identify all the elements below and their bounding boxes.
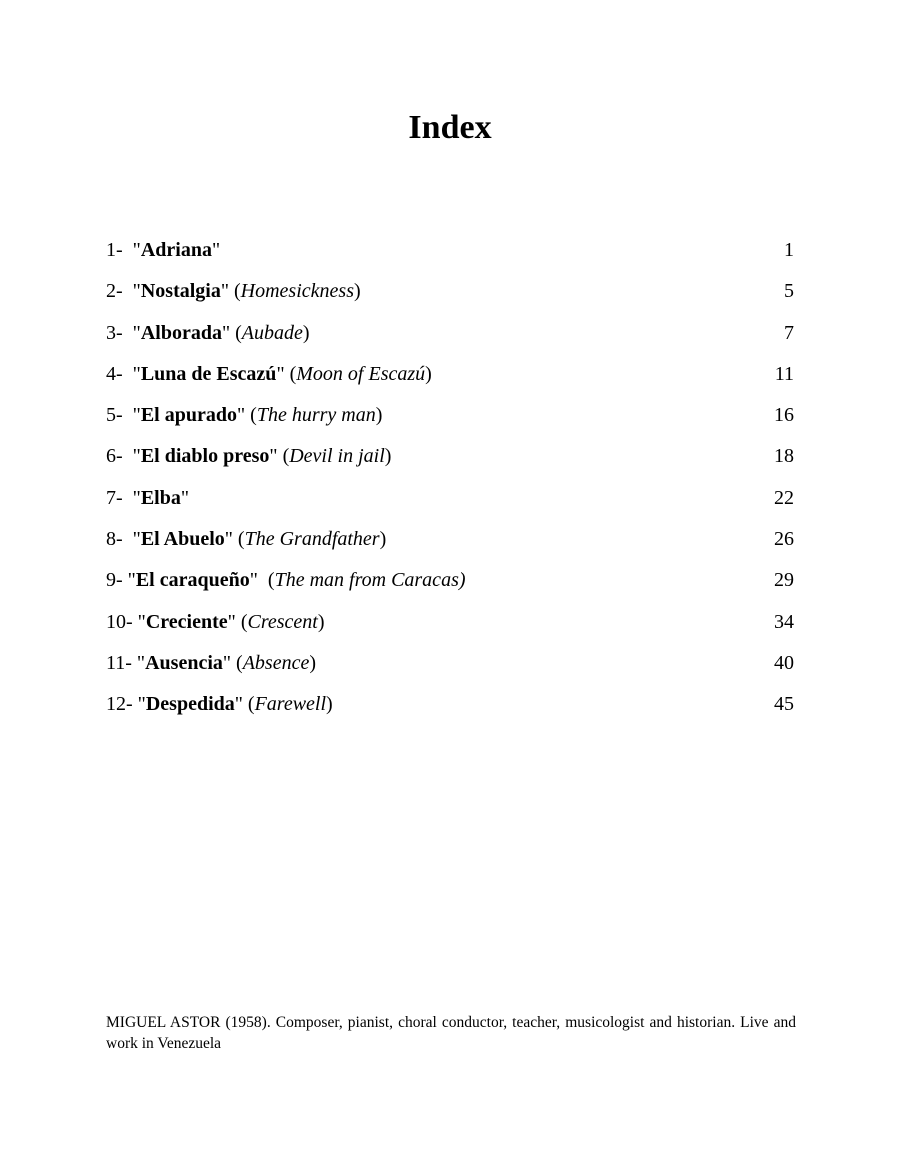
open-quote: " [137, 693, 146, 716]
entry-number: 7- [106, 486, 133, 509]
entry-title [106, 316, 310, 350]
close-quote: " ( [276, 362, 297, 385]
piece-translation: The man from Caracas) [274, 569, 466, 592]
page-number: 45 [774, 693, 794, 716]
close-quote: " [180, 486, 190, 509]
entry-title [106, 563, 466, 597]
page-number: 40 [774, 651, 794, 674]
index-entry [106, 605, 794, 646]
page-number: 18 [774, 445, 794, 468]
piece-name: El caraqueño [135, 569, 250, 592]
index-entry [106, 481, 794, 522]
page-number: 1 [784, 239, 794, 261]
piece-name: Luna de Escazú [140, 362, 277, 385]
index-entry [106, 316, 794, 357]
piece-name: Alborada [140, 321, 222, 344]
close-quote: " ( [227, 610, 248, 633]
open-quote: " [132, 445, 141, 468]
piece-name: Ausencia [145, 651, 223, 674]
close-paren: ) [302, 321, 310, 344]
piece-translation: The hurry man [256, 404, 376, 427]
open-quote: " [127, 569, 136, 592]
page-number: 26 [774, 528, 794, 551]
piece-translation: Aubade [241, 321, 303, 344]
open-quote: " [132, 280, 141, 303]
composer-bio: MIGUEL ASTOR (1958). Composer, pianist, choral conductor, teacher, musicologist and historian. Live and work in Venezuela [106, 1014, 796, 1052]
piece-translation: Moon of Escazú [296, 362, 426, 385]
close-paren: ) [425, 362, 432, 385]
entry-number: 1- [106, 239, 133, 261]
close-quote: " ( [221, 321, 242, 344]
piece-translation: Farewell [254, 693, 327, 716]
close-quote: " ( [224, 528, 245, 551]
page-number: 16 [774, 404, 794, 427]
page-title: Index [408, 109, 492, 146]
entry-number: 6- [106, 445, 133, 468]
index-entry [106, 522, 794, 563]
close-quote: " ( [237, 404, 257, 427]
piece-translation: The Grandfather [244, 528, 380, 551]
entry-title [106, 439, 391, 473]
piece-translation: Crescent [247, 610, 318, 633]
close-paren: ) [317, 610, 325, 633]
index-entry [106, 439, 794, 480]
entry-number: 5- [106, 404, 133, 427]
open-quote: " [132, 486, 141, 509]
close-paren: ) [326, 693, 333, 716]
index-entry [106, 274, 794, 315]
open-quote: " [132, 528, 141, 551]
entry-title [106, 357, 432, 391]
close-paren: ) [379, 528, 387, 551]
piece-translation: Homesickness [240, 280, 354, 303]
entry-title [106, 481, 189, 515]
piece-name: Nostalgia [140, 280, 221, 303]
open-quote: " [136, 651, 146, 674]
index-entry [106, 357, 794, 398]
index-entry [106, 646, 794, 687]
piece-translation: Absence [242, 651, 310, 674]
open-quote: " [132, 321, 141, 344]
close-paren: ) [309, 651, 317, 674]
open-quote: " [132, 404, 141, 427]
close-paren: ) [384, 445, 392, 468]
entry-title [106, 605, 325, 639]
page-number: 5 [784, 280, 794, 303]
close-quote: " [211, 239, 221, 261]
index-entry [106, 233, 794, 274]
page-number: 29 [774, 569, 794, 592]
entry-title [106, 233, 220, 267]
entry-title [106, 646, 316, 680]
entry-number: 3- [106, 321, 133, 344]
entry-title [106, 687, 333, 721]
piece-name: Adriana [140, 239, 212, 261]
entry-number: 10- [106, 610, 138, 633]
index-list [106, 233, 794, 729]
piece-name: El diablo preso [140, 445, 270, 468]
index-entry [106, 398, 794, 439]
entry-number: 2- [106, 280, 133, 303]
page-number: 7 [784, 321, 794, 344]
close-quote: " ( [220, 280, 241, 303]
index-entry [106, 563, 794, 604]
close-quote: " ( [269, 445, 290, 468]
close-quote: " ( [222, 651, 243, 674]
close-quote: " ( [249, 569, 275, 592]
piece-name: El apurado [140, 404, 237, 427]
entry-title [106, 522, 386, 556]
entry-number: 12- [106, 693, 138, 716]
entry-title [106, 398, 382, 432]
piece-name: Despedida [145, 693, 235, 716]
entry-number: 11- [106, 651, 137, 674]
open-quote: " [137, 610, 146, 633]
page-number: 34 [774, 610, 794, 633]
entry-title [106, 274, 361, 308]
page-number: 11 [774, 362, 794, 385]
close-paren: ) [353, 280, 361, 303]
entry-number: 4- [106, 362, 133, 385]
open-quote: " [132, 362, 141, 385]
close-paren: ) [375, 404, 383, 427]
close-quote: " ( [234, 693, 255, 716]
page-number: 22 [774, 486, 794, 509]
piece-translation: Devil in jail [289, 445, 385, 468]
open-quote: " [132, 239, 141, 261]
index-entry [106, 687, 794, 728]
entry-number: 9- [106, 569, 128, 592]
piece-name: El Abuelo [140, 528, 225, 551]
piece-name: Elba [140, 486, 181, 509]
piece-name: Creciente [145, 610, 228, 633]
entry-number: 8- [106, 528, 133, 551]
